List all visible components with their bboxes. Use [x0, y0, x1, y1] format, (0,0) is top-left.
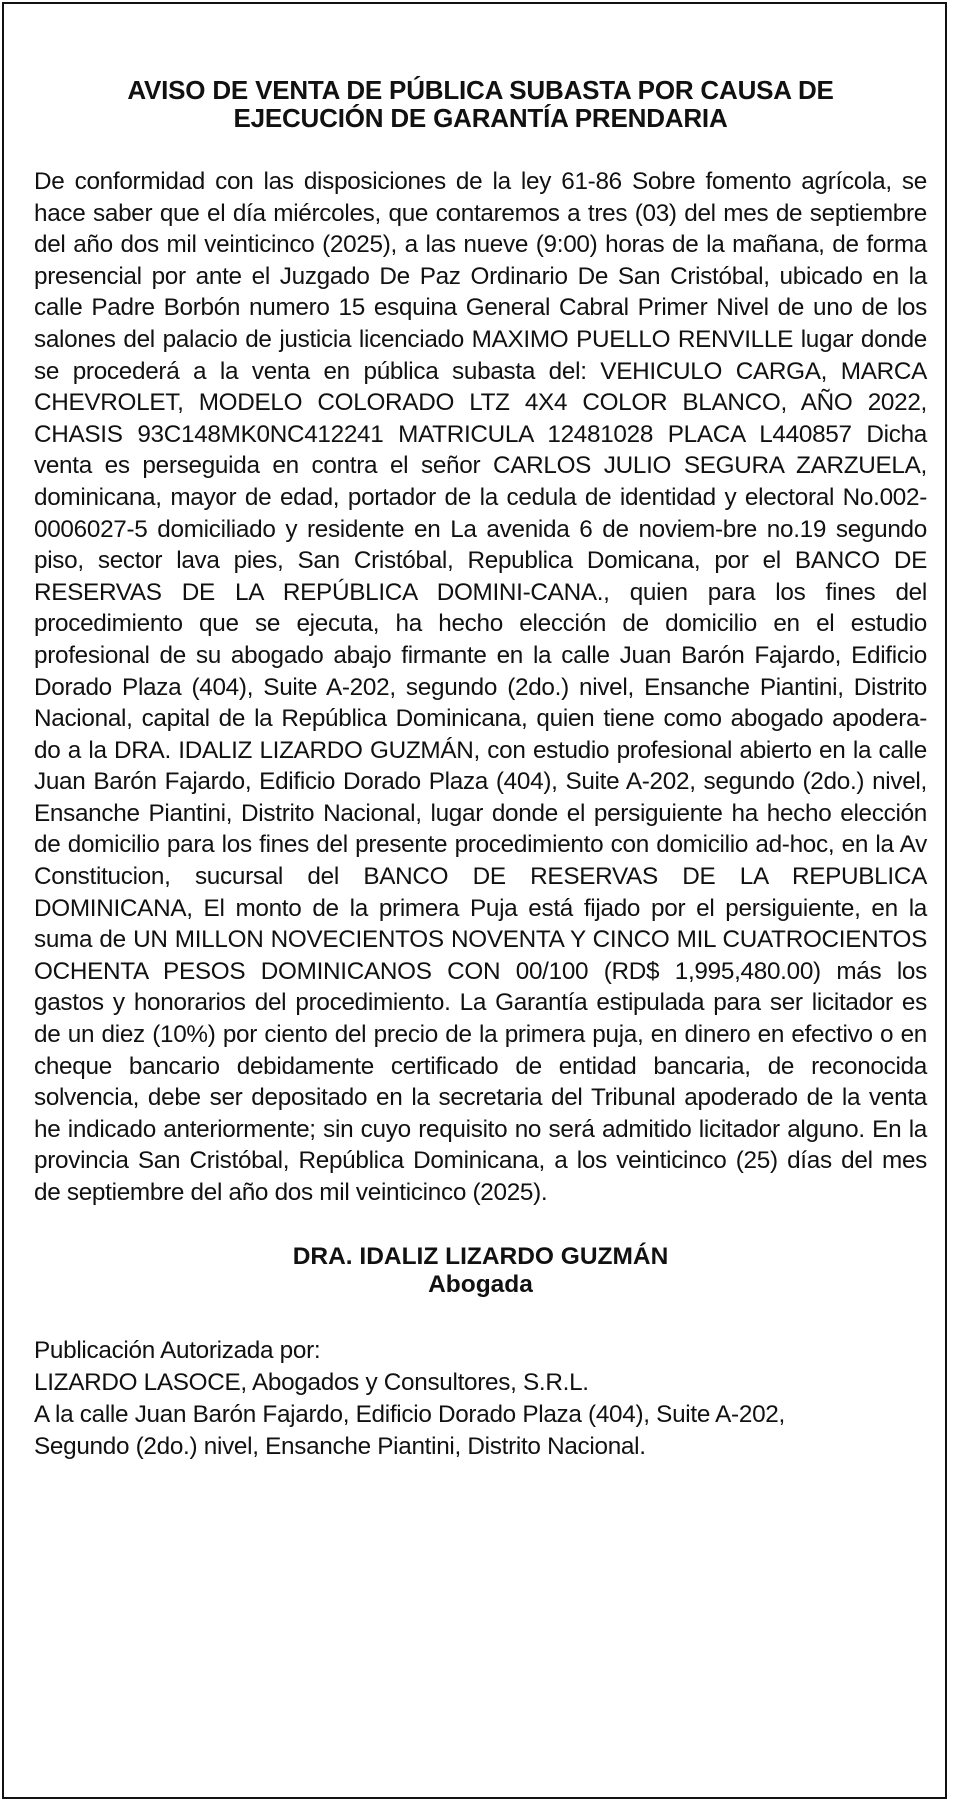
notice-title-line2: EJECUCIÓN DE GARANTÍA PRENDARIA — [233, 103, 728, 133]
notice-frame — [2, 2, 947, 1799]
signature-block — [34, 1243, 927, 1299]
publication-address-line1: A la calle Juan Barón Fajardo, Edificio Dorado Plaza (404), Suite A-202, — [34, 1400, 785, 1428]
publication-address-line2: Segundo (2do.) nivel, Ensanche Piantini, Distrito Nacional. — [34, 1432, 646, 1460]
notice-body: De conformidad con las disposiciones de la ley 61-86 Sobre fomento agrícola, se hace saber que el día miércoles, que contaremos a tres (03) del mes de septiembre del año dos mil veinticinco (2025), a las nueve (9:00) horas de la mañana, de forma presencial por ante el Juzgado De Paz Ordinario De San Cristóbal, ubicado en la calle Padre Borbón numero 15 esquina General Cabral Primer Nivel de uno de los salones del palacio de justicia licenciado MAXIMO PUELLO RENVILLE lugar donde se procederá a la venta en pública subasta del: VEHICULO CARGA, MARCA CHEVROLET, MODELO COLORADO LTZ 4X4 COLOR BLANCO, AÑO 2022, CHASIS 93C148MK0NC412241 MATRICULA 12481028 PLACA L440857 Dicha venta es perseguida en contra el señor CARLOS JULIO SEGURA ZARZUELA, dominicana, mayor de edad, portador de la cedula de identidad y electoral No.002-0006027-5 domiciliado y residente en La avenida 6 de noviem-bre no.19 segundo piso, sector lava pies, San Cristóbal, Republica Domicana, por el BANCO DE RESERVAS DE LA REPÚBLICA DOMINI-CANA., quien para los fines del procedimiento que se ejecuta, ha hecho elección de domicilio en el estudio profesional de su abogado abajo firmante en la calle Juan Barón Fajardo, Edificio Dorado Plaza (404), Suite A-202, segundo (2do.) nivel, Ensanche Piantini, Distrito Nacional, capital de la República Dominicana, quien tiene como abogado apodera-do a la DRA. IDALIZ LIZARDO GUZMÁN, con estudio profesional abierto en la calle Juan Barón Fajardo, Edificio Dorado Plaza (404), Suite A-202, segundo (2do.) nivel, Ensanche Piantini, Distrito Nacional, lugar donde el persiguiente ha hecho elección de domicilio para los fines del presente procedimiento con domicilio ad-hoc, en la Av Constitucion, sucursal del BANCO DE RESERVAS DE LA REPUBLICA DOMINICANA, El monto de la primera Puja está fijado por el persiguiente, en la suma de UN MILLON NOVECIENTOS NOVENTA Y CINCO MIL CUATROCIENTOS OCHENTA PESOS DOMINICANOS CON 00/100 (RD$ 1,995,480.00) más los gastos y honorarios del procedimiento. La Garantía estipulada para ser licitador es de un diez (10%) por ciento del precio de la primera puja, en dinero en efectivo o en cheque bancario debidamente certificado de entidad bancaria, de reconocida solvencia, debe ser depositado en la secretaria del Tribunal apoderado de la venta he indicado anteriormente; sin cuyo requisito no será admitido licitador alguno. En la provincia San Cristóbal, República Dominicana, a los veinticinco (25) días del mes de septiembre del año dos mil veinticinco (2025). — [34, 168, 927, 1206]
publication-firm: LIZARDO LASOCE, Abogados y Consultores, S.R.L. — [34, 1368, 589, 1396]
signature-title: Abogada — [428, 1270, 533, 1298]
notice-content — [34, 76, 927, 1463]
publication-block — [34, 1335, 927, 1463]
signature-name: DRA. IDALIZ LIZARDO GUZMÁN — [292, 1242, 669, 1270]
notice-title-line1: AVISO DE VENTA DE PÚBLICA SUBASTA POR CAUSA DE — [127, 75, 834, 105]
notice-title — [34, 76, 927, 132]
publication-label: Publicación Autorizada por: — [34, 1336, 321, 1364]
